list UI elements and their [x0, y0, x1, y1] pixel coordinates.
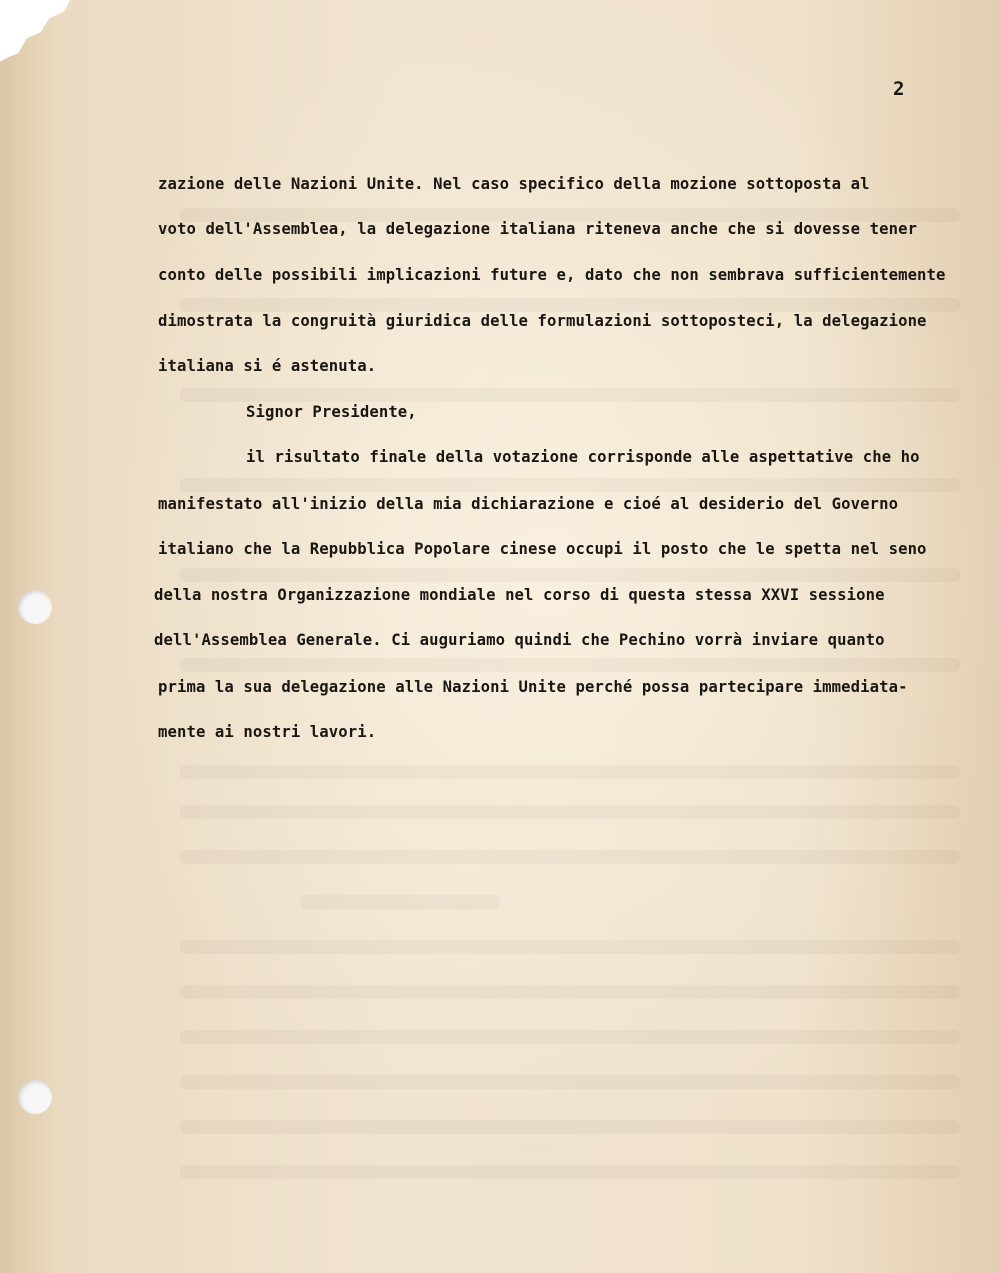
- show-through-line: [180, 850, 960, 864]
- show-through-line: [180, 765, 960, 779]
- text-line: il risultato finale della votazione corrisponde alle aspettative che ho: [246, 448, 920, 466]
- text-line: manifestato all'inizio della mia dichiarazione e cioé al desiderio del Governo: [158, 495, 899, 513]
- show-through-line: [180, 805, 960, 819]
- text-line: della nostra Organizzazione mondiale nel corso di questa stessa XXVI sessione: [154, 586, 885, 604]
- show-through-line: [180, 1075, 960, 1089]
- show-through-line: [180, 388, 960, 402]
- show-through-line: [180, 985, 960, 999]
- punch-hole: [18, 1080, 52, 1114]
- show-through-line: [180, 1030, 960, 1044]
- text-line: conto delle possibili implicazioni future e, dato che non sembrava sufficientemente: [158, 266, 946, 284]
- salutation: Signor Presidente,: [246, 403, 417, 421]
- show-through-line: [300, 895, 500, 909]
- text-line: italiana si é astenuta.: [158, 357, 377, 375]
- text-line: dell'Assemblea Generale. Ci auguriamo quindi che Pechino vorrà inviare quanto: [154, 631, 885, 649]
- show-through-line: [180, 478, 960, 492]
- text-line: italiano che la Repubblica Popolare cinese occupi il posto che le spetta nel seno: [158, 540, 927, 558]
- text-line: mente ai nostri lavori.: [158, 723, 377, 741]
- show-through-line: [180, 1165, 960, 1179]
- text-line: prima la sua delegazione alle Nazioni Unite perché possa partecipare immediata-: [158, 678, 908, 696]
- torn-corner: [0, 0, 70, 62]
- show-through-line: [180, 940, 960, 954]
- page-number: 2: [893, 78, 905, 100]
- text-line: zazione delle Nazioni Unite. Nel caso specifico della mozione sottoposta al: [158, 175, 870, 193]
- text-line: dimostrata la congruità giuridica delle formulazioni sottoposteci, la delegazione: [158, 312, 927, 330]
- show-through-line: [180, 658, 960, 672]
- show-through-line: [180, 1120, 960, 1134]
- punch-hole: [18, 590, 52, 624]
- show-through-line: [180, 568, 960, 582]
- text-line: voto dell'Assemblea, la delegazione italiana riteneva anche che si dovesse tener: [158, 220, 918, 238]
